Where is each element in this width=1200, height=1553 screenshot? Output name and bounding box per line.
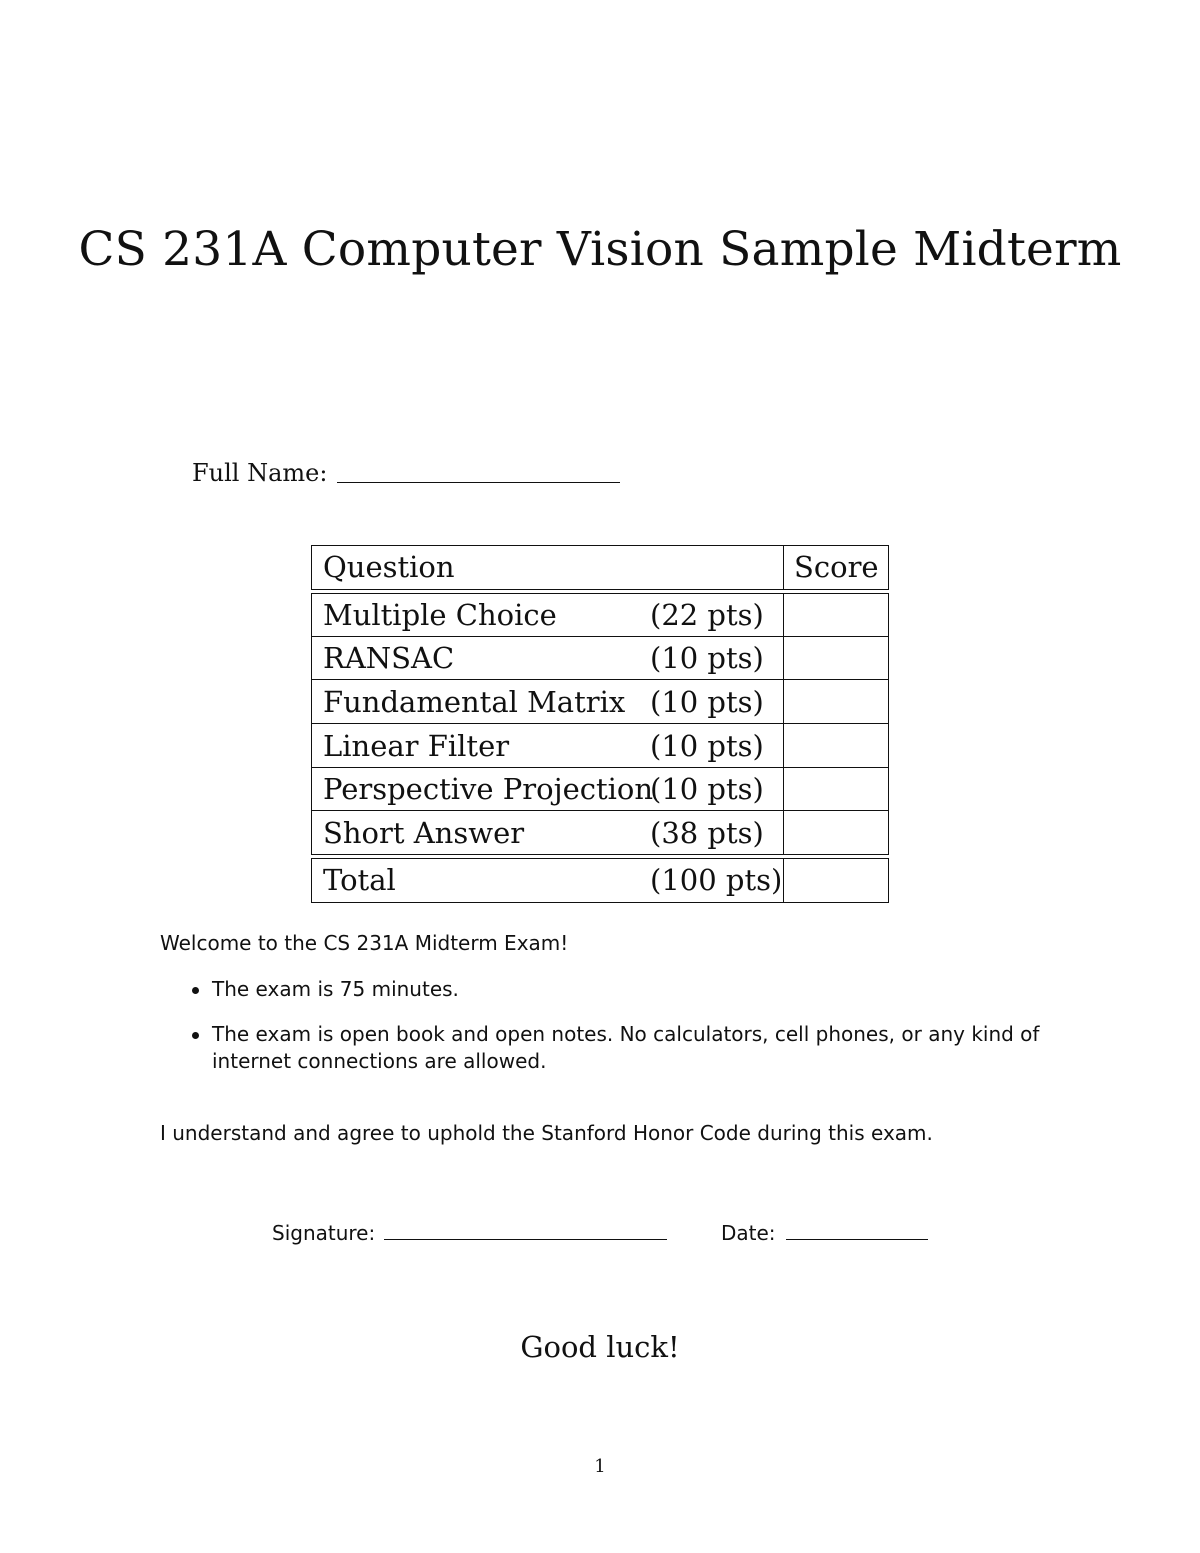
header-score: Score	[794, 550, 879, 584]
row-divider	[311, 723, 889, 724]
table-row	[311, 680, 889, 723]
table-header-row	[311, 545, 889, 589]
table-row	[311, 724, 889, 767]
full-name-label: Full Name:	[192, 459, 328, 487]
question-name: Perspective Projection	[323, 772, 654, 806]
question-points: (22 pts)	[650, 597, 764, 632]
table-row	[311, 768, 889, 810]
bullet-icon	[192, 987, 199, 994]
signature-blank[interactable]	[384, 1239, 667, 1240]
honor-code-statement: I understand and agree to uphold the Stanford Honor Code during this exam.	[160, 1121, 933, 1145]
table-border-bottom	[311, 902, 889, 903]
total-divider	[311, 854, 889, 855]
header-question: Question	[323, 550, 455, 584]
question-points: (10 pts)	[650, 728, 764, 763]
bullet-item: The exam is 75 minutes.	[212, 977, 459, 1001]
bullet-item: The exam is open book and open notes. No calculators, cell phones, or any kind of	[212, 1022, 1040, 1046]
question-points: (38 pts)	[650, 815, 764, 850]
table-row	[311, 637, 889, 679]
question-points: (10 pts)	[650, 684, 764, 719]
page-number: 1	[594, 1456, 606, 1477]
bullet-icon	[192, 1032, 199, 1039]
row-divider	[311, 679, 889, 680]
full-name-blank[interactable]	[337, 482, 620, 483]
row-divider	[311, 810, 889, 811]
question-points: (10 pts)	[650, 641, 764, 675]
signature-label: Signature:	[272, 1221, 376, 1245]
date-label: Date:	[721, 1221, 776, 1245]
question-name: Fundamental Matrix	[323, 684, 626, 719]
total-label: Total	[323, 863, 396, 897]
table-row	[311, 811, 889, 854]
good-luck-text: Good luck!	[520, 1330, 680, 1364]
total-points: (100 pts)	[650, 863, 783, 897]
table-total-row	[311, 858, 889, 902]
question-name: Multiple Choice	[323, 597, 557, 632]
table-header-divider	[311, 589, 889, 590]
question-name: RANSAC	[323, 641, 455, 675]
row-divider	[311, 636, 889, 637]
question-points: (10 pts)	[650, 772, 764, 806]
question-name: Linear Filter	[323, 728, 510, 763]
bullet-item-continuation: internet connections are allowed.	[212, 1049, 547, 1073]
welcome-text: Welcome to the CS 231A Midterm Exam!	[160, 931, 569, 955]
date-blank[interactable]	[786, 1239, 928, 1240]
exam-title: CS 231A Computer Vision Sample Midterm	[78, 222, 1122, 277]
question-name: Short Answer	[323, 815, 525, 850]
row-divider	[311, 767, 889, 768]
table-row	[311, 593, 889, 636]
